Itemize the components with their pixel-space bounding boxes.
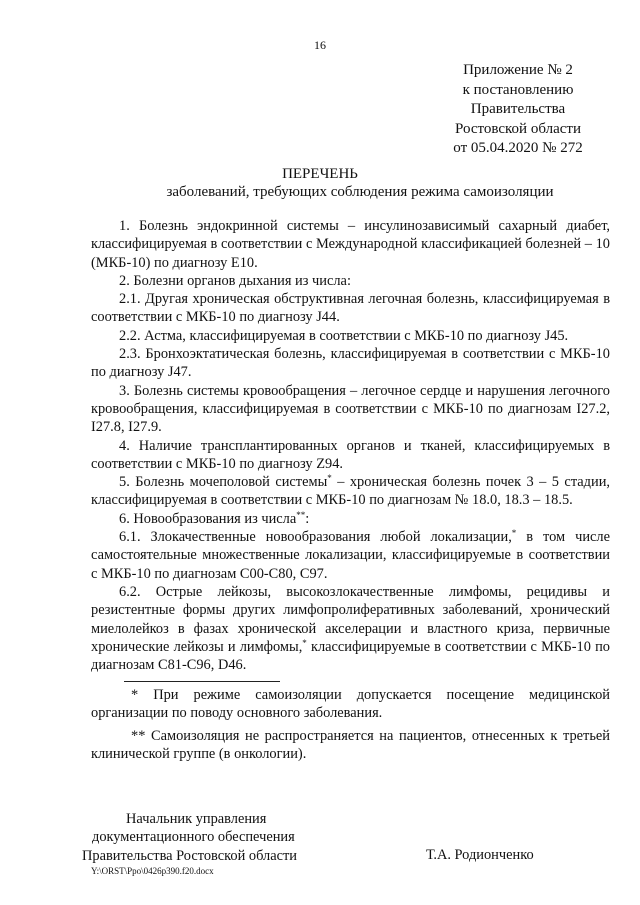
list-item: [91, 473, 610, 510]
footnote: ** Самоизоляция не распространяется на пациентов, отнесенных к третьей клинической группе (в онкологии).: [91, 727, 610, 762]
position-line: документационного обеспечения: [92, 829, 295, 846]
list-item: 1. Болезнь эндокринной системы – инсулинозависимый сахарный диабет, классифицируемая в соответствии с Международной классификацией болезней – 10 (МКБ-10) по диагнозу E10.: [91, 218, 610, 271]
item-text: в том числе самостоятельные множественные локализации, классифицируемые в соответствии с МКБ-10 по диагнозам C00-C80, C97.: [91, 529, 610, 582]
item-text: 5. Болезнь мочеполовой системы: [119, 474, 328, 491]
item-text: 6. Новообразования из числа: [119, 510, 297, 527]
footnote-mark: **: [296, 509, 306, 520]
list-item: 2.2. Астма, классифицируемая в соответствии с МКБ-10 по диагнозу J45.: [119, 327, 569, 344]
document-subtitle: заболеваний, требующих соблюдения режима самоизоляции: [166, 184, 554, 200]
footnote-mark: *: [327, 473, 332, 484]
file-path: Y:\ORST\Ppo\0426p390.f20.docx: [91, 866, 214, 876]
position-line: Начальник управления: [126, 811, 267, 827]
list-item: 3. Болезнь системы кровообращения – легочное сердце и нарушения легочного кровообращения, классифицируемая в соответствии с МКБ-10 по диагнозам I27.2, I27.8, I27.9.: [91, 382, 610, 436]
item-text: классифицируемые в соответствии с МКБ-10 по диагнозам C81-C96, D46.: [91, 638, 610, 674]
position-line: Правительства Ростовской области: [82, 847, 297, 864]
list-item: 2.3. Бронхоэктатическая болезнь, классифицируемая в соответствии с МКБ-10 по диагнозу J47.: [91, 346, 610, 381]
list-item: 4. Наличие трансплантированных органов и тканей, классифицируемых в соответствии с МКБ-10 по диагнозу Z94.: [91, 437, 610, 472]
list-item: [91, 528, 610, 583]
item-text: 6.2. Острые лейкозы, высокозлокачественные лимфомы, рецидивы и резистентные формы других лимфопролиферативных заболеваний, хронический миелолейкоз в фазах хронической акселерации и властного криза, первичные хронические лейкозы и лимфомы,: [91, 583, 610, 655]
footnote-mark: *: [302, 637, 307, 648]
signatory-name: Т.А. Родионченко: [426, 847, 534, 863]
signature-position: [82, 810, 342, 865]
item-text: 6.1. Злокачественные новообразования любой локализации,: [119, 529, 512, 546]
annex-line: Правительства: [470, 101, 566, 117]
footnote-mark: *: [511, 528, 517, 539]
list-item: [91, 510, 610, 528]
annex-line: Ростовской области: [455, 120, 581, 137]
list-item: 2.1. Другая хроническая обструктивная легочная болезнь, классифицируемая в соответствии с МКБ-10 по диагнозу J44.: [91, 291, 610, 326]
item-text: – хроническая болезнь почек 3 – 5 стадии, классифицируемая в соответствии с МКБ-10 по диагнозам № 18.0, 18.3 – 18.5.: [91, 474, 610, 509]
page-number: 16: [314, 38, 326, 52]
list-item: [91, 583, 610, 674]
annex-line: от 05.04.2020 № 272: [453, 140, 583, 156]
footnote: * При режиме самоизоляции допускается посещение медицинской организации по поводу основного заболевания.: [91, 687, 610, 722]
footnotes: [91, 686, 610, 767]
item-text: :: [305, 510, 310, 527]
annex-header: [430, 61, 606, 159]
footnote-divider: [124, 681, 280, 682]
annex-line: Приложение № 2: [463, 62, 573, 78]
disease-list: [91, 217, 610, 674]
document-title: ПЕРЕЧЕНЬ: [282, 166, 358, 182]
list-item: 2. Болезни органов дыхания из числа:: [119, 272, 351, 289]
annex-line: к постановлению: [462, 81, 574, 98]
